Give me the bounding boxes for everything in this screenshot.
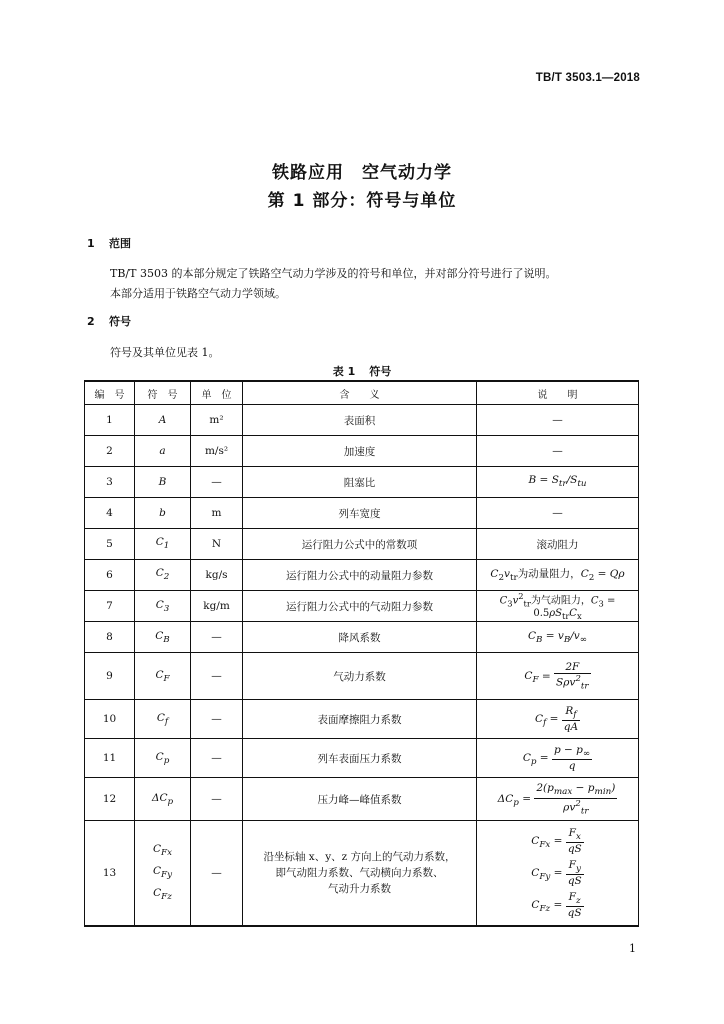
header-symbol: 符 号	[135, 381, 191, 405]
table-row	[85, 405, 639, 436]
table-row	[85, 436, 639, 467]
row-note-formula: $C_B = v_B/v_\infty$	[477, 622, 639, 653]
row-note-formula: $C_p$ = $\frac{p - p_\infty}{q}$	[477, 739, 639, 778]
row-meaning: 降风系数	[243, 622, 477, 653]
header-number: 编 号	[85, 381, 135, 405]
row-symbol: $C_p$	[135, 739, 191, 778]
row-number: 9	[85, 653, 135, 700]
row-symbol: $C_f$	[135, 700, 191, 739]
row-unit: —	[191, 778, 243, 821]
row-number: 6	[85, 560, 135, 591]
row-symbol: A	[135, 405, 191, 436]
symbol-table	[84, 380, 639, 927]
header-meaning: 含 义	[243, 381, 477, 405]
table-row	[85, 560, 639, 591]
row-unit: kg/s	[191, 560, 243, 591]
meaning-line: 沿坐标轴 x、y、z 方向上的气动力系数，	[263, 851, 456, 864]
table-row	[85, 591, 639, 622]
row-note-formula: $C_2v_{tr}$为动量阻力，$C_2 = Q\rho$	[477, 560, 639, 591]
table-row	[85, 700, 639, 739]
row-unit: N	[191, 529, 243, 560]
row-symbol: $C_B$	[135, 622, 191, 653]
table-header-row	[85, 381, 639, 405]
row-meaning: 运行阻力公式中的常数项	[243, 529, 477, 560]
row-number: 1	[85, 405, 135, 436]
row-symbol: b	[135, 498, 191, 529]
row-number: 3	[85, 467, 135, 498]
row-note: —	[477, 436, 639, 467]
row-meaning: 表面积	[243, 405, 477, 436]
row-number: 5	[85, 529, 135, 560]
row-note-formula: $C_3v^2_{tr}$为气动阻力，$C_3 = 0.5\rho S_{tr}C_x$	[477, 591, 639, 622]
row-note-formula: $C_f$ = $\frac{R_f}{qA}$	[477, 700, 639, 739]
page-number: 1	[629, 942, 636, 955]
row-meaning	[243, 821, 477, 927]
table-caption-title: 符号	[369, 365, 392, 378]
row-meaning: 运行阻力公式中的动量阻力参数	[243, 560, 477, 591]
table-row	[85, 821, 639, 927]
table-row	[85, 498, 639, 529]
table-row	[85, 778, 639, 821]
row-symbol: $C_F$	[135, 653, 191, 700]
row-meaning: 列车表面压力系数	[243, 739, 477, 778]
row-symbol: a	[135, 436, 191, 467]
row-number: 4	[85, 498, 135, 529]
row-meaning: 运行阻力公式中的气动阻力参数	[243, 591, 477, 622]
row-unit: kg/m	[191, 591, 243, 622]
scope-paragraph-1: TB/T 3503 的本部分规定了铁路空气动力学涉及的符号和单位，并对部分符号进行了说明。	[110, 267, 557, 280]
table-row	[85, 529, 639, 560]
row-symbol: $\Delta C_p$	[135, 778, 191, 821]
row-note-formula: $C_{Fx}$ = $\frac{F_x}{qS}$ $C_{Fy}$ = $\frac{F_y}{qS}$ $C_{Fz}$ = $\frac{F_z}{qS}$	[477, 821, 639, 927]
row-unit: —	[191, 821, 243, 927]
row-note: —	[477, 405, 639, 436]
row-note-formula: $\Delta C_p$ = $\frac{2(p_{max} - p_{min})}{\rho v^2_{tr}}$	[477, 778, 639, 821]
row-number: 12	[85, 778, 135, 821]
row-unit: m²	[191, 405, 243, 436]
row-symbol: $C_2$	[135, 560, 191, 591]
section-number: 2	[87, 315, 95, 328]
row-symbol: B	[135, 467, 191, 498]
meaning-line: 即气动阻力系数、气动横向力系数、	[275, 867, 444, 880]
row-note-formula: $B = S_{tr}/S_{tu}$	[477, 467, 639, 498]
row-meaning: 列车宽度	[243, 498, 477, 529]
table-row	[85, 467, 639, 498]
row-note-formula: $C_F$ = $\frac{2F}{S\rho v^2_{tr}}$	[477, 653, 639, 700]
section-title: 范围	[109, 237, 131, 250]
section-heading-symbols	[87, 313, 131, 329]
row-symbol: $C_{Fx}$ $C_{Fy}$ $C_{Fz}$	[135, 821, 191, 927]
row-meaning: 加速度	[243, 436, 477, 467]
row-number: 2	[85, 436, 135, 467]
row-unit: —	[191, 700, 243, 739]
table-caption-label: 表 1	[332, 365, 356, 378]
row-meaning: 表面摩擦阻力系数	[243, 700, 477, 739]
row-meaning: 阻塞比	[243, 467, 477, 498]
row-number: 7	[85, 591, 135, 622]
table-caption	[0, 363, 724, 379]
table-row	[85, 739, 639, 778]
row-unit: —	[191, 653, 243, 700]
row-number: 10	[85, 700, 135, 739]
header-unit: 单 位	[191, 381, 243, 405]
table-row	[85, 653, 639, 700]
row-symbol: $C_3$	[135, 591, 191, 622]
row-number: 8	[85, 622, 135, 653]
symbols-paragraph: 符号及其单位见表 1。	[110, 346, 220, 359]
section-title: 符号	[109, 315, 131, 328]
standard-code: TB/T 3503.1—2018	[535, 72, 640, 84]
row-unit: m	[191, 498, 243, 529]
row-unit: m/s²	[191, 436, 243, 467]
row-unit: —	[191, 739, 243, 778]
document-title-line2: 第 1 部分：符号与单位	[267, 191, 457, 211]
row-number: 11	[85, 739, 135, 778]
section-number: 1	[87, 237, 95, 250]
header-note: 说 明	[477, 381, 639, 405]
scope-paragraph-2: 本部分适用于铁路空气动力学领域。	[110, 287, 286, 300]
row-meaning: 气动力系数	[243, 653, 477, 700]
row-unit: —	[191, 622, 243, 653]
row-symbol: $C_1$	[135, 529, 191, 560]
table-row	[85, 622, 639, 653]
row-note: 滚动阻力	[477, 529, 639, 560]
meaning-line: 气动升力系数	[328, 883, 391, 896]
row-note: —	[477, 498, 639, 529]
row-number: 13	[85, 821, 135, 927]
row-unit: —	[191, 467, 243, 498]
section-heading-scope	[87, 235, 131, 251]
document-title-line1: 铁路应用 空气动力学	[272, 163, 452, 183]
row-meaning: 压力峰—峰值系数	[243, 778, 477, 821]
